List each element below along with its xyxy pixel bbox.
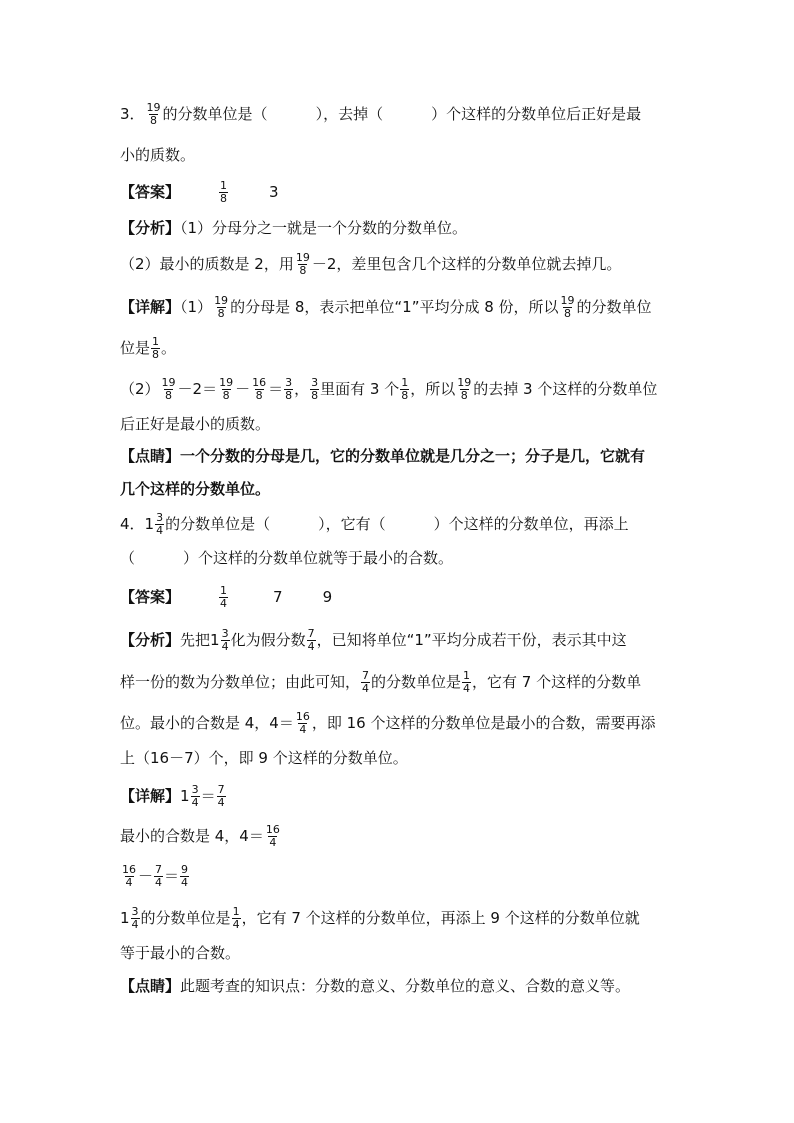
- q4-detail-line2: 最小的合数是 4，4＝ $\frac{16}{4}$: [120, 823, 280, 849]
- q3-stem-line2: 小的质数。: [120, 146, 196, 164]
- q4-analysis-line3: 位。最小的合数是 4，4＝ $\frac{16}{4}$ ，即 16 个这样的分数单位是最小的合数，需要再添: [120, 710, 656, 736]
- q4-detail-line4: 1 $\frac{3}{4}$ 的分数单位是 $\frac{1}{4}$ ，它有 7 个这样的分数单位，再添上 9 个这样的分数单位就: [120, 905, 640, 931]
- q3-answer: [120, 180, 279, 205]
- q4-analysis-line4: 上（16－7）个，即 9 个这样的分数单位。: [120, 749, 408, 767]
- q3-detail-line2: 位是 $\frac{1}{8}$ 。: [120, 335, 177, 361]
- q3-tip-line1: 【点睛】一个分数的分母是几，它的分数单位就是几分之一；分子是几，它就有: [120, 447, 646, 465]
- q4-stem-line2: （ ）个这样的分数单位就等于最小的合数。: [120, 549, 454, 567]
- answer-fraction-1-4: $\frac{1}{4}$: [220, 584, 228, 610]
- q4-answer: 【答案】 $\frac{1}{4}$ 7 9: [120, 584, 333, 610]
- q3-stem-line1: 3． $\frac{19}{8}$ 的分数单位是（ ），去掉（ ）个这样的分数单位后正好是最: [120, 101, 642, 127]
- q3-analysis-line1: 【分析】（1）分母分之一就是一个分数的分数单位。: [120, 219, 468, 237]
- fraction-19-8: $\frac{19}{8}$: [146, 101, 161, 127]
- q4-detail-line1: 【详解】1 $\frac{3}{4}$ ＝ $\frac{7}{4}$: [120, 783, 225, 809]
- answer-label: 【答案】: [120, 183, 181, 201]
- q4-analysis-line2: 样一份的数为分数单位；由此可知， $\frac{7}{4}$ 的分数单位是 $\frac{1}{4}$ ，它有 7 个这样的分数单: [120, 669, 642, 695]
- q3-detail-line1: 【详解】（1） $\frac{19}{8}$ 的分母是 8，表示把单位“1”平均分成 8 份，所以 $\frac{19}{8}$ 的分数单位: [120, 294, 652, 320]
- q4-detail-line5: 等于最小的合数。: [120, 944, 241, 962]
- q3-detail-line4: 后正好是最小的质数。: [120, 415, 271, 433]
- q4-analysis-line1: 【分析】先把1 $\frac{3}{4}$ 化为假分数 $\frac{7}{4}$ ，已知将单位“1”平均分成若干份，表示其中这: [120, 627, 627, 653]
- q4-tip: 【点睛】此题考查的知识点：分数的意义、分数单位的意义、合数的意义等。: [120, 977, 631, 995]
- q4-detail-line3: $\frac{16}{4}$ － $\frac{7}{4}$ ＝ $\frac{9}{4}$: [122, 863, 189, 889]
- q3-detail-line3: （2） $\frac{19}{8}$ －2＝ $\frac{19}{8}$ － $\frac{16}{8}$ ＝ $\frac{3}{8}$ ， $\frac{3}{8}$ 里面有 3 个 $\frac{1}{8}$ ，所以 $\frac{19}{8}$ 的去掉 3 个这样的分数单位: [120, 376, 658, 402]
- answer-value: 3: [269, 183, 279, 201]
- answer-fraction-1-8: $\frac{1}{8}$: [220, 179, 228, 205]
- q3-tip-line2: 几个这样的分数单位。: [120, 480, 271, 498]
- q3-analysis-line2: （2）最小的质数是 2，用 $\frac{19}{8}$ －2，差里包含几个这样的分数单位就去掉几。: [120, 251, 622, 277]
- q4-number: 4．: [120, 515, 145, 533]
- q4-stem-line1: 4．1 $\frac{3}{4}$ 的分数单位是（ ），它有（ ）个这样的分数单位，再添上: [120, 511, 629, 537]
- q3-number: 3．: [120, 105, 145, 123]
